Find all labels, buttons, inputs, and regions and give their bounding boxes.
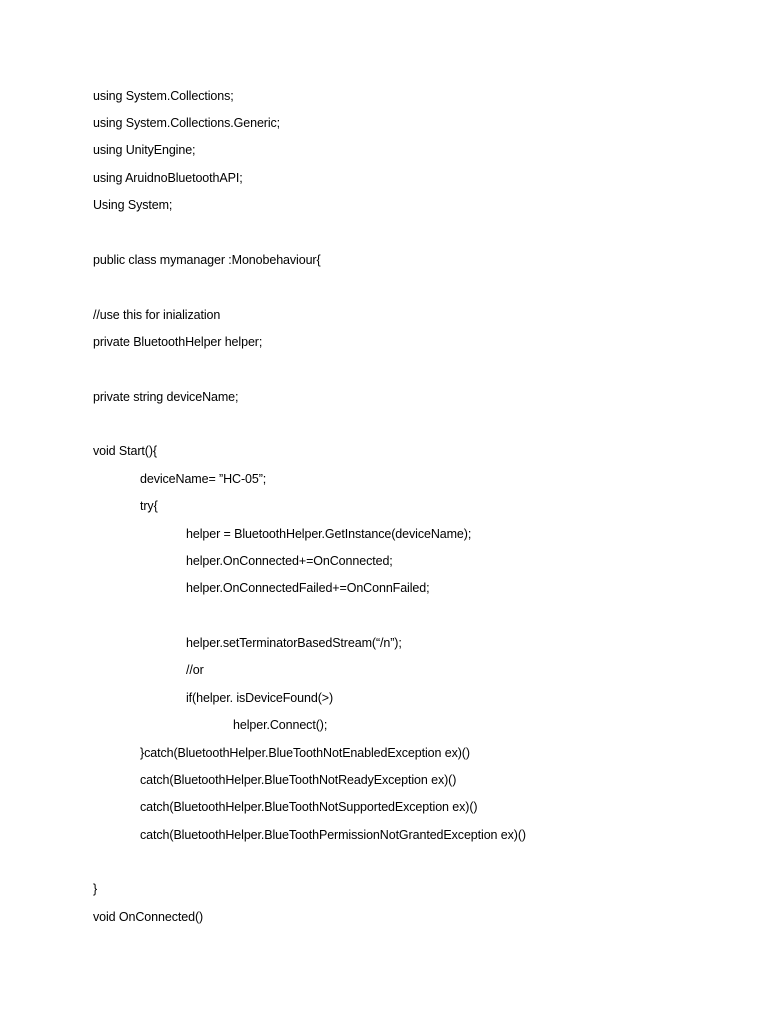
- code-line-catch-not-ready: catch(BluetoothHelper.BlueToothNotReadyException ex)(): [140, 773, 457, 787]
- code-line-using-bluetooth-api: using AruidnoBluetoothAPI;: [93, 171, 243, 185]
- code-line-if-device-found: if(helper. isDeviceFound(>): [186, 691, 334, 705]
- code-line-helper-field: private BluetoothHelper helper;: [93, 335, 263, 349]
- code-line-class-declaration: public class mymanager :Monobehaviour{: [93, 253, 321, 267]
- code-line-try: try{: [140, 499, 158, 513]
- code-line-comment-or: //or: [186, 663, 204, 677]
- code-line-device-name-assign: deviceName= ”HC-05”;: [140, 472, 267, 486]
- code-line-using-generic: using System.Collections.Generic;: [93, 116, 281, 130]
- code-line-using-system: Using System;: [93, 198, 173, 212]
- code-line-device-name-field: private string deviceName;: [93, 390, 239, 404]
- code-line-catch-permission: catch(BluetoothHelper.BlueToothPermissionNotGrantedException ex)(): [140, 828, 526, 842]
- code-line-using-collections: using System.Collections;: [93, 89, 234, 103]
- code-line-catch-not-enabled: }catch(BluetoothHelper.BlueToothNotEnabledException ex)(): [140, 746, 470, 760]
- code-line-using-unityengine: using UnityEngine;: [93, 143, 196, 157]
- code-line-connect: helper.Connect();: [233, 718, 328, 732]
- code-line-on-connected-failed: helper.OnConnectedFailed+=OnConnFailed;: [186, 581, 430, 595]
- code-line-catch-not-supported: catch(BluetoothHelper.BlueToothNotSupportedException ex)(): [140, 800, 478, 814]
- code-line-on-connected-method: void OnConnected(): [93, 910, 204, 924]
- code-line-comment-init: //use this for inialization: [93, 308, 221, 322]
- code-line-start-method: void Start(){: [93, 444, 158, 458]
- code-line-closing-brace: }: [93, 882, 98, 896]
- code-line-on-connected: helper.OnConnected+=OnConnected;: [186, 554, 393, 568]
- code-line-get-instance: helper = BluetoothHelper.GetInstance(deviceName);: [186, 527, 472, 541]
- code-line-set-terminator: helper.setTerminatorBasedStream(“/n”);: [186, 636, 402, 650]
